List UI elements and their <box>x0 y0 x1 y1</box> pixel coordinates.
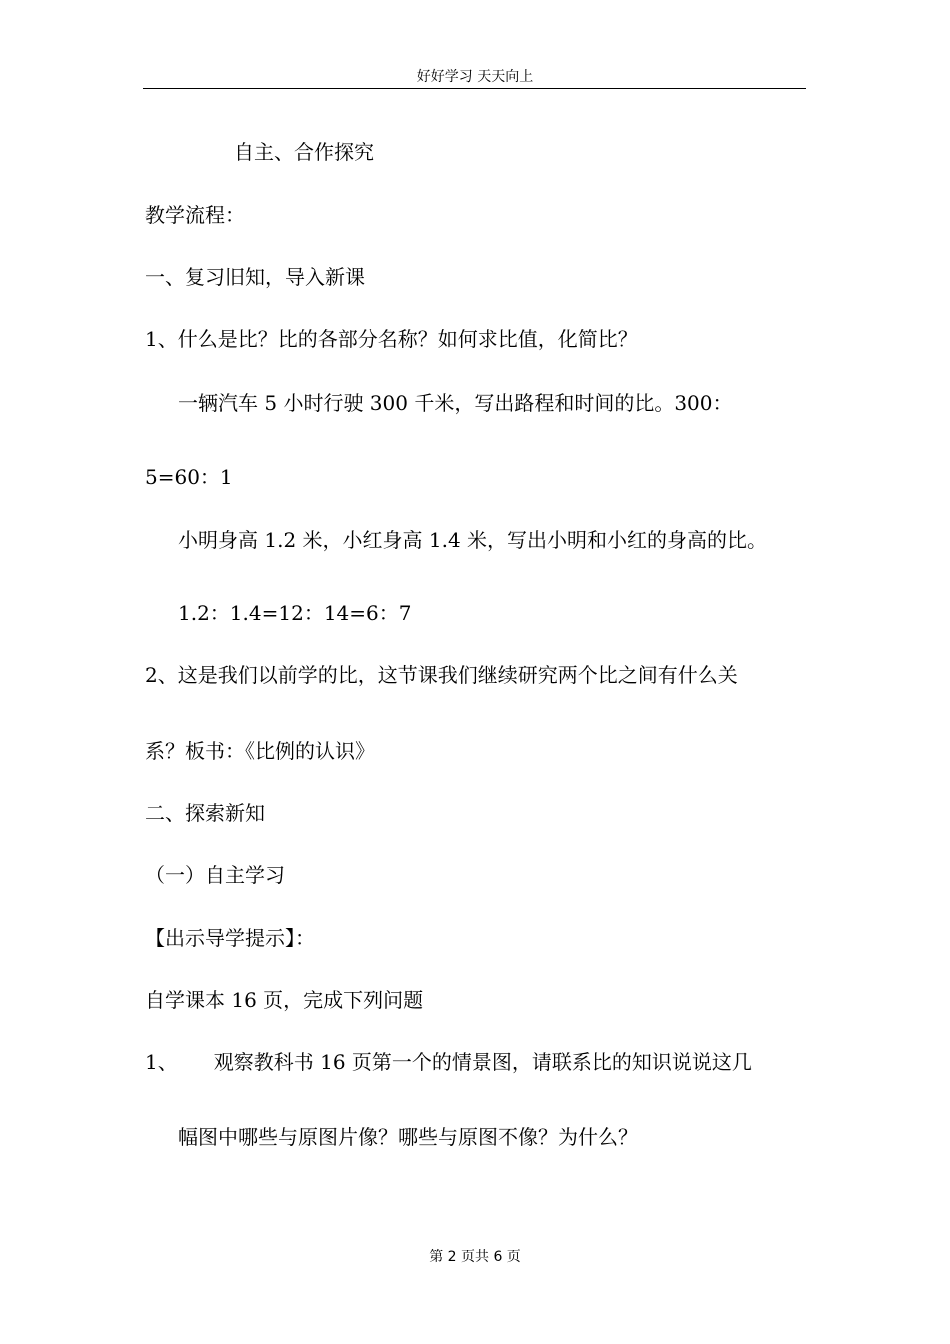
process-title: 教学流程： <box>145 203 245 227</box>
page-header: 好好学习 天天向上 <box>416 69 534 85</box>
example-2-line-1: 小明身高 1.2 米，小红身高 1.4 米，写出小明和小红的身高的比。 <box>178 528 768 552</box>
question-2-line-2: 系？板书：《比例的认识》 <box>145 739 375 763</box>
teaching-method: 自主、合作探究 <box>234 140 374 164</box>
question-2-line-1: 2、这是我们以前学的比，这节课我们继续研究两个比之间有什么关 <box>145 663 738 687</box>
guide-text: 自学课本 16 页，完成下列问题 <box>145 988 424 1012</box>
item-1-line-2: 幅图中哪些与原图片像？哪些与原图不像？为什么？ <box>178 1125 638 1149</box>
header-divider <box>143 88 806 89</box>
guide-title: 【出示导学提示】： <box>145 926 315 950</box>
page-footer: 第 2 页共 6 页 <box>429 1249 521 1265</box>
example-1-line-2: 5=60：1 <box>145 465 233 489</box>
section-1-title: 一、复习旧知，导入新课 <box>145 265 365 289</box>
question-1: 1、什么是比？比的各部分名称？如何求比值，化简比？ <box>145 327 638 351</box>
section-2-title: 二、探索新知 <box>145 801 265 825</box>
item-1-text: 观察教科书 16 页第一个的情景图，请联系比的知识说说这几 <box>213 1050 752 1074</box>
item-1-line-1 <box>145 1049 752 1075</box>
subsection-1-title: （一）自主学习 <box>145 863 285 887</box>
example-2-line-2: 1.2：1.4=12：14=6：7 <box>178 601 412 625</box>
item-1-number: 1、 <box>145 1050 178 1074</box>
example-1-line-1: 一辆汽车 5 小时行驶 300 千米，写出路程和时间的比。300： <box>178 391 733 415</box>
